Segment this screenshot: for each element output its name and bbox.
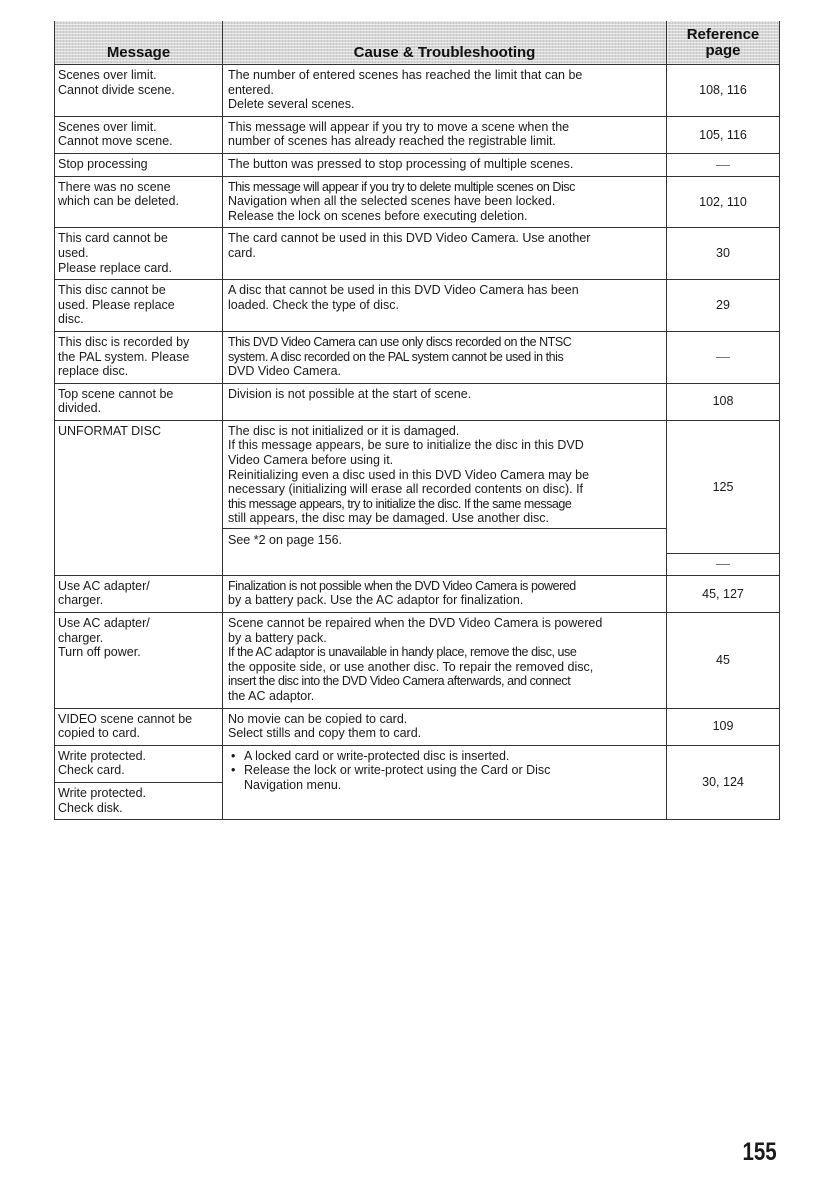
message-cell (55, 116, 223, 153)
cause-line: The card cannot be used in this DVD Video Camera. Use another (228, 231, 591, 246)
table-row (55, 575, 780, 612)
reference-cell: 108 (667, 383, 780, 420)
message-line: Scenes over limit. (58, 68, 157, 82)
cause-line: card. (228, 245, 256, 260)
cause-line: If this message appears, be sure to initialize the disc in this DVD (228, 438, 584, 453)
header-reference (667, 21, 780, 65)
cause-cell (223, 116, 667, 153)
message-line: Write protected. (58, 786, 147, 800)
cause-cell (223, 420, 667, 575)
message-line: Use AC adapter/ (58, 616, 150, 631)
cause-cell (223, 153, 667, 176)
cause-line: This message will appear if you try to delete multiple scenes on Disc (228, 179, 575, 194)
message-cell (55, 745, 223, 819)
message-cell (55, 420, 223, 575)
cause-line: Scene cannot be repaired when the DVD Video Camera is powered (228, 616, 603, 631)
message-line: UNFORMAT DISC (58, 423, 162, 438)
cause-line: entered. (228, 82, 274, 97)
table-row (55, 176, 780, 228)
cause-cell (223, 65, 667, 117)
page-number: 155 (742, 1138, 777, 1166)
table-row (55, 613, 780, 709)
table-row (55, 331, 780, 383)
cause-line: Reinitializing even a disc used in this DVD Video Camera may be (228, 467, 590, 482)
cause-cell (223, 613, 667, 709)
reference-cell (667, 331, 780, 383)
message-line: divided. (58, 401, 102, 416)
cause-line: Navigation menu. (244, 778, 342, 792)
message-cell (55, 708, 223, 745)
cause-bullet (228, 763, 660, 792)
cause-line: No movie can be copied to card. (228, 711, 408, 726)
header-reference-line: page (705, 41, 741, 59)
message-line: Cannot divide scene. (58, 82, 175, 97)
cause-line: Release the lock on scenes before executing deletion. (228, 208, 528, 223)
cause-cell (223, 745, 667, 819)
cause-line: Finalization is not possible when the DVD Video Camera is powered (228, 578, 576, 593)
message-line: Write protected. (58, 748, 147, 763)
cause-line: Video Camera before using it. (228, 453, 394, 468)
dash-mark (716, 357, 730, 358)
reference-cell: 102, 110 (667, 176, 780, 228)
table-header-row (55, 21, 780, 65)
cause-cell (223, 575, 667, 612)
reference-value: 125 (712, 479, 734, 494)
message-line: Top scene cannot be (58, 386, 174, 401)
message-line: This disc cannot be (58, 283, 166, 298)
cause-line: The disc is not initialized or it is damaged. (228, 423, 460, 438)
message-line: Scenes over limit. (58, 119, 157, 134)
cause-bullet: • A locked card or write-protected disc is inserted. (228, 749, 660, 764)
reference-cell: 45, 127 (667, 575, 780, 612)
message-cell (55, 383, 223, 420)
message-cell (55, 575, 223, 612)
message-line: Cannot move scene. (58, 134, 173, 149)
reference-cell: 29 (667, 280, 780, 332)
dash-mark (716, 165, 730, 166)
cause-sub-entry (223, 528, 666, 548)
table-row (55, 65, 780, 117)
reference-cell: 108, 116 (667, 65, 780, 117)
table-row (55, 745, 780, 819)
cause-line: The button was pressed to stop processing of multiple scenes. (228, 156, 574, 171)
table-row (55, 383, 780, 420)
table-row (55, 280, 780, 332)
message-cell (55, 280, 223, 332)
message-line: This card cannot be (58, 231, 168, 246)
cause-line: This message will appear if you try to move a scene when the (228, 119, 570, 134)
cause-line: the opposite side, or use another disc. To repair the removed disc, (228, 659, 594, 674)
table-row (55, 153, 780, 176)
cause-line: number of scenes has already reached the registrable limit. (228, 134, 556, 149)
cause-line: A disc that cannot be used in this DVD Video Camera has been (228, 283, 579, 298)
cause-line: If the AC adaptor is unavailable in handy place, remove the disc, use (228, 645, 577, 660)
table-row (55, 116, 780, 153)
cause-cell (223, 280, 667, 332)
message-line: replace disc. (58, 364, 129, 379)
message-line: charger. (58, 630, 104, 645)
message-cell (55, 331, 223, 383)
header-message: Message (55, 21, 223, 65)
message-line: Please replace card. (58, 260, 172, 275)
cause-line: Division is not possible at the start of scene. (228, 386, 472, 401)
message-cell (55, 176, 223, 228)
message-line: used. (58, 245, 89, 260)
reference-cell (667, 153, 780, 176)
message-line: copied to card. (58, 726, 140, 741)
cause-line: Select stills and copy them to card. (228, 726, 422, 741)
cause-line: See *2 on page 156. (228, 533, 342, 548)
message-line: There was no scene (58, 179, 171, 194)
message-line: VIDEO scene cannot be (58, 711, 193, 726)
message-line: disc. (58, 312, 84, 327)
cause-line: necessary (initializing will erase all recorded contents on disc). If (228, 482, 584, 497)
header-reference-line: Reference (686, 25, 760, 43)
reference-cell: 30 (667, 228, 780, 280)
cause-cell (223, 708, 667, 745)
message-sub-entry (55, 782, 222, 819)
reference-cell: 109 (667, 708, 780, 745)
cause-line: insert the disc into the DVD Video Camera afterwards, and connect (228, 674, 571, 689)
reference-cell (667, 420, 780, 575)
table-row (55, 708, 780, 745)
message-line: charger. (58, 593, 104, 608)
table-row (55, 228, 780, 280)
table-row (55, 420, 780, 575)
reference-cell: 45 (667, 613, 780, 709)
message-line: used. Please replace (58, 297, 175, 312)
reference-cell: 105, 116 (667, 116, 780, 153)
message-line: Stop processing (58, 156, 148, 171)
troubleshooting-table (54, 21, 780, 820)
dash-mark (716, 564, 730, 565)
message-cell (55, 228, 223, 280)
cause-cell (223, 176, 667, 228)
message-cell (55, 65, 223, 117)
message-line: Turn off power. (58, 645, 141, 660)
cause-line: by a battery pack. (228, 630, 327, 645)
message-line: Use AC adapter/ (58, 578, 150, 593)
message-line: Check disk. (58, 800, 123, 815)
cause-line: system. A disc recorded on the PAL system cannot be used in this (228, 349, 564, 364)
cause-line: this message appears, try to initialize the disc. If the same message (228, 496, 572, 511)
message-line: the PAL system. Please (58, 349, 190, 364)
message-cell (55, 153, 223, 176)
cause-cell (223, 383, 667, 420)
reference-cell: 30, 124 (667, 745, 780, 819)
cause-line: still appears, the disc may be damaged. Use another disc. (228, 511, 550, 526)
cause-line: Navigation when all the selected scenes have been locked. (228, 194, 556, 209)
cause-cell (223, 228, 667, 280)
reference-value (667, 553, 779, 575)
message-cell (55, 613, 223, 709)
cause-line: The number of entered scenes has reached the limit that can be (228, 68, 583, 82)
cause-line: by a battery pack. Use the AC adaptor for finalization. (228, 593, 524, 608)
message-sub-entry (55, 746, 222, 782)
cause-line: • Release the lock or write-protect using the Card or Disc (244, 763, 551, 778)
cause-line: DVD Video Camera. (228, 364, 342, 379)
message-line: This disc is recorded by (58, 334, 190, 349)
cause-cell (223, 331, 667, 383)
header-cause: Cause & Troubleshooting (223, 21, 667, 65)
cause-line: loaded. Check the type of disc. (228, 297, 399, 312)
message-line: which can be deleted. (58, 194, 179, 209)
cause-line: This DVD Video Camera can use only discs recorded on the NTSC (228, 334, 572, 349)
message-line: Check card. (58, 763, 125, 778)
cause-line: Delete several scenes. (228, 97, 355, 112)
cause-line: the AC adaptor. (228, 689, 315, 704)
